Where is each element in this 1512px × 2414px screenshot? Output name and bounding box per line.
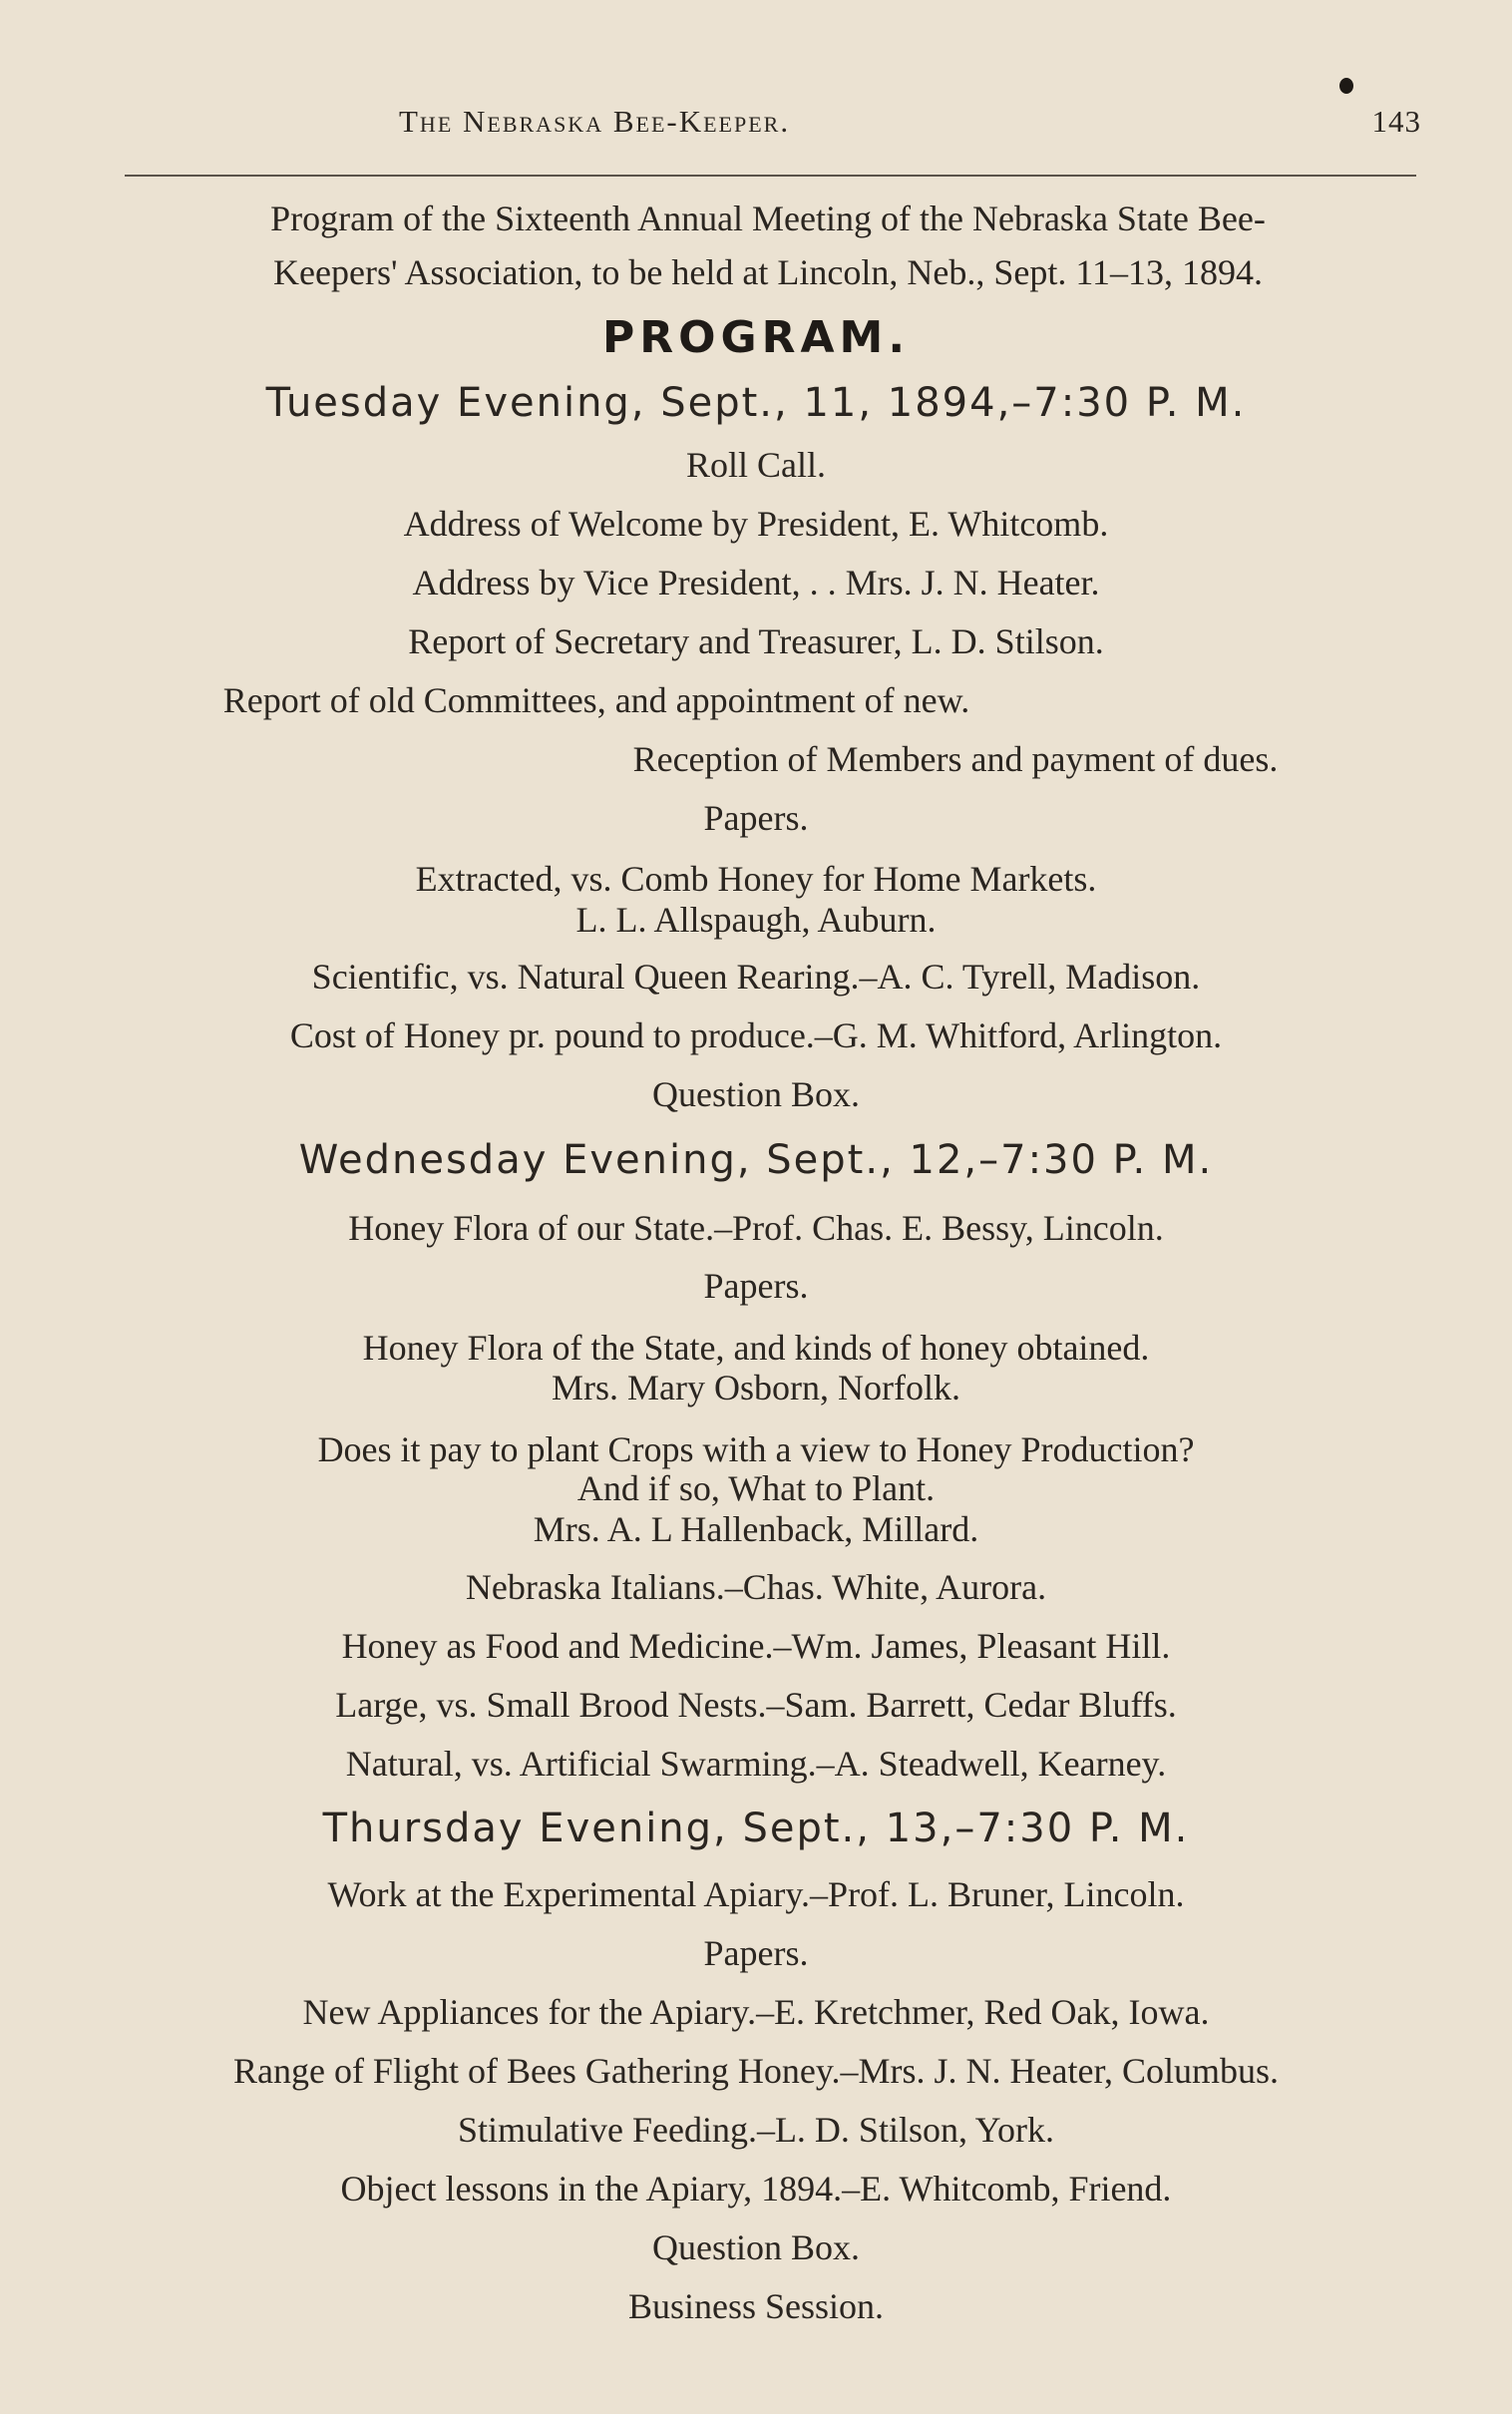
program-item: Range of Flight of Bees Gathering Honey.–Mrs. J. N. Heater, Columbus.	[232, 2051, 1280, 2091]
ink-spot	[1339, 78, 1353, 94]
program-item: And if so, What to Plant.	[576, 1468, 936, 1508]
program-item: Question Box.	[651, 2227, 860, 2267]
program-item: Papers.	[703, 1266, 809, 1306]
program-item: L. L. Allspaugh, Auburn.	[575, 900, 937, 940]
program-item: Report of old Committees, and appointment of new.	[222, 680, 970, 720]
program-item: Papers.	[703, 1933, 809, 1973]
running-title: The Nebraska Bee-Keeper.	[399, 104, 791, 139]
program-item: Work at the Experimental Apiary.–Prof. L. Bruner, Lincoln.	[327, 1874, 1185, 1914]
program-item: Extracted, vs. Comb Honey for Home Markets.	[415, 859, 1097, 899]
intro-line: Keepers' Association, to be held at Lincoln, Neb., Sept. 11–13, 1894.	[273, 252, 1263, 292]
program-item: Mrs. Mary Osborn, Norfolk.	[552, 1368, 960, 1408]
program-item: Business Session.	[627, 2286, 885, 2326]
program-item: Roll Call.	[685, 445, 826, 485]
program-item: Report of Secretary and Treasurer, L. D. Stilson.	[408, 621, 1104, 661]
program-item: Question Box.	[651, 1074, 860, 1114]
program-item: Does it pay to plant Crops with a view to Honey Production?	[317, 1429, 1195, 1469]
tuesday-heading: Tuesday Evening, Sept., 11, 1894,–7:30 P. M.	[265, 380, 1247, 426]
program-item: Stimulative Feeding.–L. D. Stilson, York.	[457, 2110, 1055, 2150]
program-title: PROGRAM.	[601, 312, 911, 363]
program-item: Address by Vice President, . . Mrs. J. N. Heater.	[412, 563, 1100, 603]
program-item: Honey Flora of the State, and kinds of honey obtained.	[362, 1328, 1150, 1368]
page-number: 143	[1371, 104, 1421, 139]
header-rule	[125, 175, 1416, 177]
wednesday-heading: Wednesday Evening, Sept., 12,–7:30 P. M.	[298, 1137, 1214, 1183]
program-item: Honey as Food and Medicine.–Wm. James, Pleasant Hill.	[341, 1626, 1171, 1666]
program-item: New Appliances for the Apiary.–E. Kretchmer, Red Oak, Iowa.	[302, 1992, 1210, 2032]
program-item: Nebraska Italians.–Chas. White, Aurora.	[465, 1567, 1047, 1607]
program-item: Address of Welcome by President, E. Whitcomb.	[403, 504, 1109, 544]
program-item: Cost of Honey pr. pound to produce.–G. M. Whitford, Arlington.	[289, 1015, 1223, 1055]
intro-paragraph	[105, 192, 1431, 299]
running-header	[100, 104, 1421, 140]
intro-line: Program of the Sixteenth Annual Meeting of the Nebraska State Bee-	[270, 199, 1266, 238]
program-item: Object lessons in the Apiary, 1894.–E. Whitcomb, Friend.	[340, 2169, 1172, 2209]
program-item: Large, vs. Small Brood Nests.–Sam. Barrett, Cedar Bluffs.	[335, 1685, 1177, 1725]
thursday-heading: Thursday Evening, Sept., 13,–7:30 P. M.	[322, 1806, 1190, 1851]
program-item: Mrs. A. L Hallenback, Millard.	[533, 1509, 979, 1549]
program-item: Reception of Members and payment of dues.	[632, 739, 1279, 779]
program-item: Papers.	[703, 798, 809, 838]
program-item: Natural, vs. Artificial Swarming.–A. Steadwell, Kearney.	[345, 1744, 1167, 1784]
program-item: Scientific, vs. Natural Queen Rearing.–A. C. Tyrell, Madison.	[311, 957, 1201, 997]
program-item: Honey Flora of our State.–Prof. Chas. E. Bessy, Lincoln.	[348, 1208, 1164, 1248]
